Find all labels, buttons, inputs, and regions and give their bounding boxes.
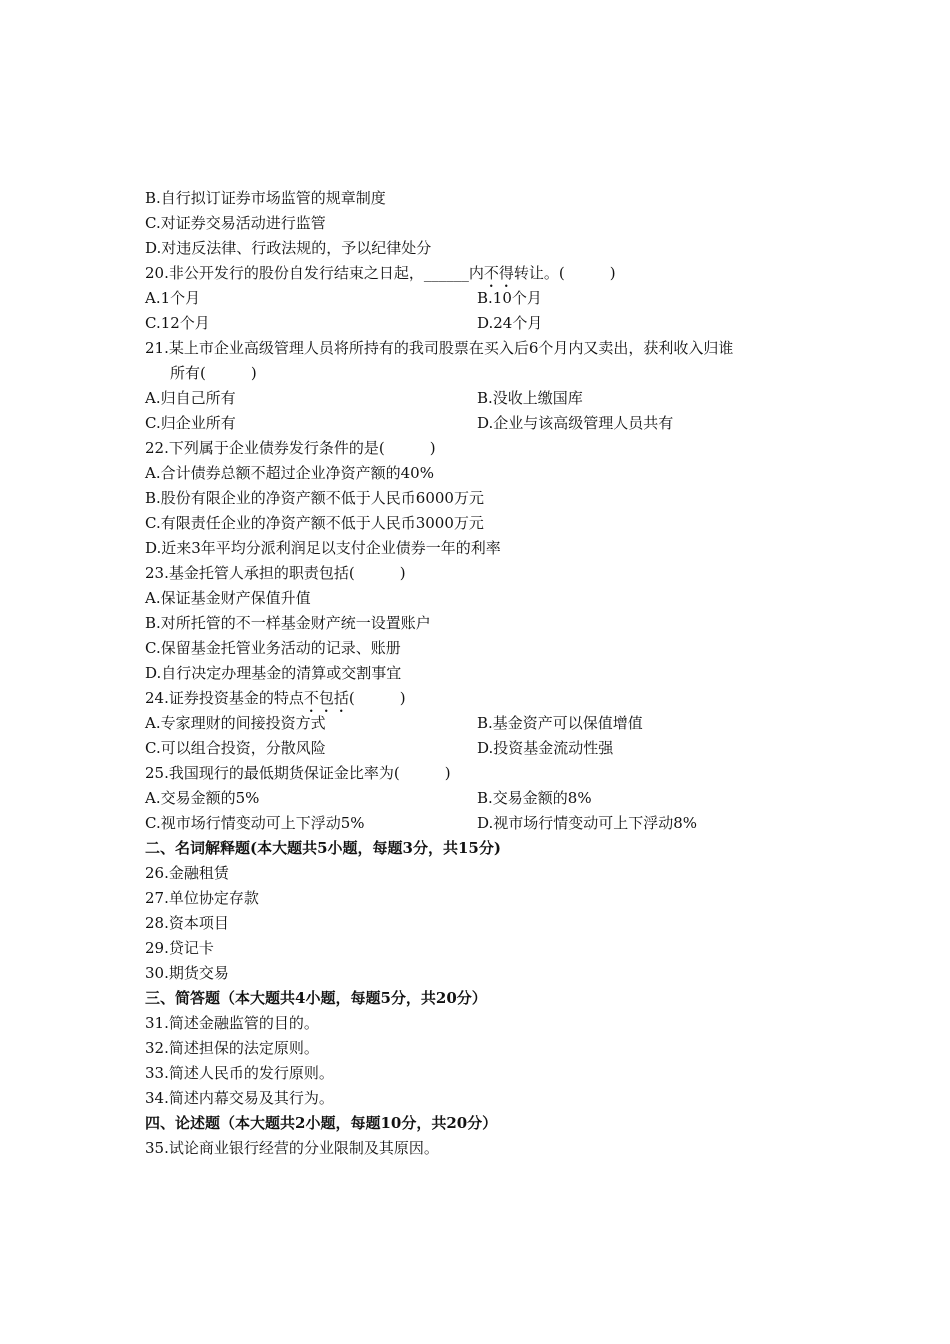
q22-option-d: D.近来3年平均分派利润足以支付企业债券一年的利率	[145, 539, 501, 557]
q35: 35.试论商业银行经营的分业限制及其原因。	[145, 1139, 439, 1157]
q19-option-c: C.对证券交易活动进行监管	[145, 214, 326, 232]
q23-option-b: B.对所托管的不一样基金财产统一设置账户	[145, 614, 431, 632]
q28: 28.资本项目	[145, 914, 229, 932]
q24-options-row-2	[145, 736, 825, 761]
q27: 27.单位协定存款	[145, 889, 259, 907]
q22-option-a: A.合计债券总额不超过企业净资产额的40%	[145, 464, 434, 482]
q29: 29.贷记卡	[145, 939, 214, 957]
q33: 33.简述人民币的发行原则。	[145, 1064, 334, 1082]
q20-options-row-1	[145, 286, 825, 311]
exam-content	[145, 186, 825, 1161]
q20-option-b: B.10个月	[477, 289, 542, 307]
q32: 32.简述担保的法定原则。	[145, 1039, 319, 1057]
q26: 26.金融租赁	[145, 864, 229, 882]
q19-option-d: D.对违反法律、行政法规的，予以纪律处分	[145, 239, 432, 257]
section-4-heading: 四、论述题（本大题共2小题，每题10分，共20分）	[145, 1114, 498, 1132]
section-3-heading: 三、简答题（本大题共4小题，每题5分，共20分）	[145, 989, 487, 1007]
q22-stem: 22.下列属于企业债券发行条件的是( )	[145, 439, 436, 457]
q20-stem	[145, 261, 825, 286]
q25-options-row-2	[145, 811, 825, 836]
q24-stem	[145, 686, 825, 711]
q23-option-c: C.保留基金托管业务活动的记录、账册	[145, 639, 401, 657]
q21-options-row-1	[145, 386, 825, 411]
q23-option-a: A.保证基金财产保值升值	[145, 589, 311, 607]
q21-option-c: C.归企业所有	[145, 414, 236, 432]
q21-options-row-2	[145, 411, 825, 436]
q25-option-b: B.交易金额的8%	[477, 789, 592, 807]
q21-option-b: B.没收上缴国库	[477, 389, 583, 407]
q24-stem-pre: 24.证券投资基金的特点	[145, 689, 304, 707]
q25-option-d: D.视市场行情变动可上下浮动8%	[477, 814, 698, 832]
q25-stem: 25.我国现行的最低期货保证金比率为( )	[145, 764, 451, 782]
section-2-heading: 二、名词解释题(本大题共5小题，每题3分，共15分)	[145, 839, 501, 857]
q24-option-c: C.可以组合投资，分散风险	[145, 739, 326, 757]
q25-options-row-1	[145, 786, 825, 811]
q23-stem: 23.基金托管人承担的职责包括( )	[145, 564, 406, 582]
q19-option-b: B.自行拟订证券市场监管的规章制度	[145, 189, 386, 207]
q23-option-d: D.自行决定办理基金的清算或交割事宜	[145, 664, 402, 682]
q20-stem-pre: 20.非公开发行的股份自发行结束之日起，______内	[145, 264, 484, 282]
q20-stem-post: 转让。( )	[513, 264, 616, 282]
q24-options-row-1	[145, 711, 825, 736]
q21-stem: 21.某上市企业高级管理人员将所持有的我司股票在买入后6个月内又卖出，获利收入归谁	[145, 339, 734, 357]
q24-option-a: A.专家理财的间接投资方式	[145, 714, 326, 732]
q30: 30.期货交易	[145, 964, 229, 982]
q20-stem-emphasis: 不得	[483, 264, 514, 282]
q21-option-d: D.企业与该高级管理人员共有	[477, 414, 674, 432]
q21-stem-continued: 所有( )	[170, 364, 257, 382]
q22-option-c: C.有限责任企业的净资产额不低于人民币3000万元	[145, 514, 484, 532]
q20-option-c: C.12个月	[145, 314, 210, 332]
q24-option-b: B.基金资产可以保值增值	[477, 714, 643, 732]
q24-option-d: D.投资基金流动性强	[477, 739, 614, 757]
q25-option-c: C.视市场行情变动可上下浮动5%	[145, 814, 365, 832]
q24-stem-post: ( )	[348, 689, 406, 707]
q24-stem-emphasis: 不包括	[303, 689, 349, 707]
q22-option-b: B.股份有限企业的净资产额不低于人民币6000万元	[145, 489, 484, 507]
q21-option-a: A.归自己所有	[145, 389, 236, 407]
q20-option-d: D.24个月	[477, 314, 543, 332]
q34: 34.简述内幕交易及其行为。	[145, 1089, 334, 1107]
q20-options-row-2	[145, 311, 825, 336]
q31: 31.简述金融监管的目的。	[145, 1014, 319, 1032]
q20-option-a: A.1个月	[145, 289, 201, 307]
q25-option-a: A.交易金额的5%	[145, 789, 260, 807]
